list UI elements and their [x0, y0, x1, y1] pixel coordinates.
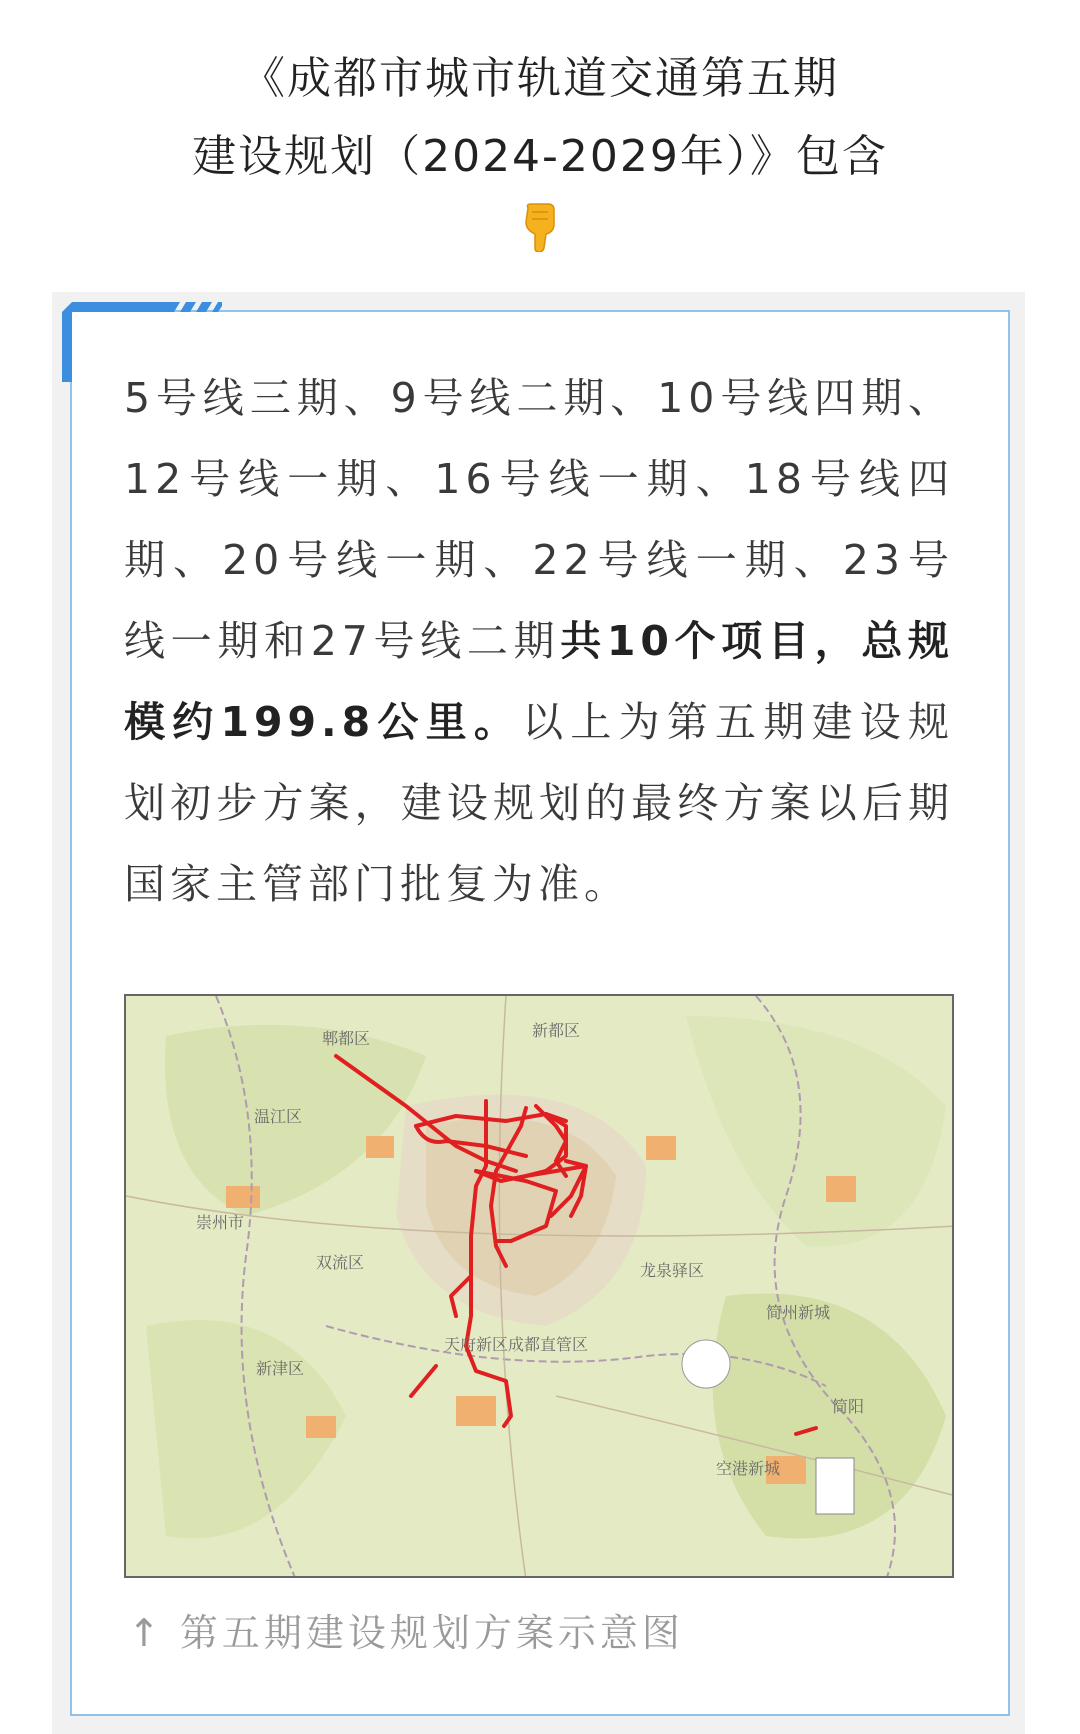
title-line-2: 建设规划（2024-2029年）》包含 [192, 131, 888, 182]
label-xindu: 新都区 [532, 1021, 581, 1040]
label-shuangliu: 双流区 [316, 1253, 365, 1272]
label-konggang: 空港新城 [716, 1459, 781, 1478]
airport-marker [682, 1340, 730, 1388]
label-jianzhou: 简州新城 [766, 1303, 831, 1322]
pointing-down-hand-icon [518, 202, 560, 252]
map-caption: ↑ 第五期建设规划方案示意图 [128, 1611, 684, 1655]
label-xinjin: 新津区 [256, 1359, 305, 1378]
label-tianfu: 天府新区成都直管区 [444, 1335, 589, 1354]
plan-note: 以上为第五期建设规划初步方案，建设规划的最终方案以后期国家主管部门批复为准。 [124, 698, 955, 908]
label-jianyang: 简阳 [832, 1397, 865, 1416]
route-map-image [124, 994, 954, 1578]
label-chongzhou: 崇州市 [196, 1213, 245, 1232]
map-legend [816, 1458, 854, 1514]
project-list: 5号线三期、9号线二期、10号线四期、12号线一期、16号线一期、18号线四期、20号线一期、22号线一期、23号线一期和27号线二期 [124, 374, 954, 665]
title-line-1: 《成都市城市轨道交通第五期 [241, 53, 839, 104]
label-wenjiang: 温江区 [254, 1107, 303, 1126]
label-pidu: 郫都区 [322, 1029, 371, 1048]
article-title [0, 40, 1080, 196]
summary-bold: 共10个项目，总规模约199.8公里。 [124, 617, 954, 746]
route-map [126, 996, 954, 1578]
label-longquanyi: 龙泉驿区 [640, 1261, 705, 1280]
article-paragraph [124, 358, 954, 925]
